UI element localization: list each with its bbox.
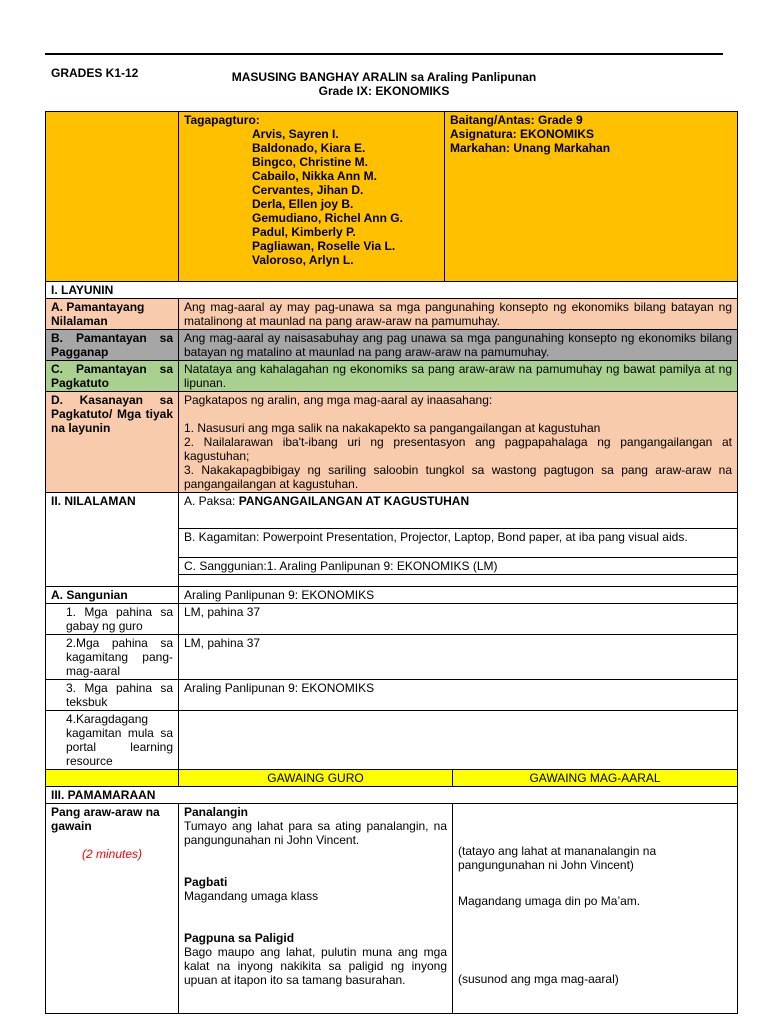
empty-cell — [179, 575, 738, 587]
pamantayan-pagganap-text: Ang mag-aaral ay naisasabuhay ang pag unawa sa mga pangunahing konsepto ng ekonomiks bilang batayan ng matalino at maunlad na pang araw-araw na pamumuhay. — [179, 330, 738, 361]
activity-duration: (2 minutes) — [81, 847, 143, 861]
teacher-name: Derla, Ellen joy B. — [252, 197, 354, 211]
grades-cell — [46, 66, 179, 282]
teachers-label: Tagapagturo: — [184, 113, 260, 127]
kagamitan-cell: B. Kagamitan: Powerpoint Presentation, Projector, Laptop, Bond paper, at iba pang visual aids. — [179, 529, 738, 558]
sangunian-row-value: LM, pahina 37 — [179, 635, 738, 680]
pagbati-title: Pagbati — [184, 875, 228, 889]
student-response: Magandang umaga din po Ma’am. — [458, 894, 641, 908]
student-response: (tatayo ang lahat at mananalangin na pangungunahan ni John Vincent) — [458, 844, 657, 872]
sangunian-row-value: Araling Panlipunan 9: EKONOMIKS — [179, 680, 738, 711]
document-title: MASUSING BANGHAY ARALIN sa Araling Panlipunan — [231, 70, 537, 84]
sangunian-row-label: 4.Karagdagang kagamitan mula sa portal learning resource — [46, 711, 179, 770]
objectives-intro: Pagkatapos ng aralin, ang mga mag-aaral ay inaasahang: — [184, 393, 493, 407]
pamantayang-nilalaman-label: A. Pamantayang Nilalaman — [46, 299, 179, 330]
panalangin-title: Panalangin — [184, 805, 249, 819]
teacher-name: Valoroso, Arlyn L. — [252, 253, 354, 267]
document-subtitle: Grade IX: EKONOMIKS — [318, 84, 450, 98]
column-header-mag-aaral: GAWAING MAG-AARAL — [453, 770, 738, 787]
sanggunian-cell: C. Sanggunian:1. Araling Panlipunan 9: EKONOMIKS (LM) — [179, 558, 738, 575]
teacher-name: Gemudiano, Richel Ann G. — [252, 211, 403, 225]
activity-label: Pang araw-araw na gawain — [51, 805, 160, 833]
teacher-activity-cell — [179, 804, 453, 1014]
pamamaraan-heading: III. PAMAMARAAN — [46, 787, 738, 804]
teacher-name: Cabailo, Nikka Ann M. — [252, 169, 377, 183]
nilalaman-heading: II. NILALAMAN — [46, 493, 179, 587]
sangunian-value: Araling Panlipunan 9: EKONOMIKS — [179, 587, 738, 604]
student-response: (susunod ang mga mag-aaral) — [458, 972, 619, 986]
paligid-title: Pagpuna sa Paligid — [184, 931, 295, 945]
pamantayan-pagkatuto-text: Natataya ang kahalagahan ng ekonomiks sa pang araw-araw na pamumuhay ng bawat pamilya at ng lipunan. — [179, 361, 738, 392]
kasanayan-text — [179, 392, 738, 493]
kasanayan-label: D. Kasanayan sa Pagkatuto/ Mga tiyak na layunin — [46, 392, 179, 493]
sangunian-heading: A. Sangunian — [46, 587, 179, 604]
objective-item: 1. Nasusuri ang mga salik na nakakapekto sa pangangailangan at kagustuhan — [184, 421, 601, 435]
pamantayan-pagganap-label: B. Pamantayan sa Pagganap — [46, 330, 179, 361]
panalangin-text: Tumayo ang lahat para sa ating panalangin, na pangungunahan ni John Vincent. — [184, 819, 447, 847]
sangunian-row-label: 1. Mga pahina sa gabay ng guro — [46, 604, 179, 635]
teacher-name: Baldonado, Kiara E. — [252, 141, 366, 155]
column-header-guro: GAWAING GURO — [179, 770, 453, 787]
top-rule — [45, 53, 723, 55]
quarter: Markahan: Unang Markahan — [450, 141, 611, 155]
teacher-name: Pagliawan, Roselle Via L. — [252, 239, 396, 253]
sangunian-row-label: 3. Mga pahina sa teksbuk — [46, 680, 179, 711]
column-header-empty — [46, 770, 179, 787]
student-activity-cell — [453, 804, 738, 1014]
subject: Asignatura: EKONOMIKS — [450, 127, 595, 141]
objective-item: 2. Nailalarawan iba't-ibang uri ng presentasyon ang pagpapahalaga ng pangangailangan at kagustuhan; — [184, 435, 733, 463]
teacher-name: Bingco, Christine M. — [252, 155, 369, 169]
objective-item: 3. Nakakapagbibigay ng sariling saloobin tungkol sa wastong pagtugon sa pang araw-araw na pangangailangan at kagustuhan. — [184, 463, 733, 491]
paligid-text: Bago maupo ang lahat, pulutin muna ang mga kalat na inyong nakikita sa paligid ng inyong upuan at itapon ito sa tamang basurahan. — [184, 945, 447, 987]
sangunian-row-value: LM, pahina 37 — [179, 604, 738, 635]
pagbati-text: Magandang umaga klass — [184, 889, 319, 903]
course-info-cell — [445, 112, 738, 282]
activity-cell — [46, 804, 179, 1014]
pamantayan-pagkatuto-label: C. Pamantayan sa Pagkatuto — [46, 361, 179, 392]
teachers-cell — [179, 112, 445, 282]
teacher-name: Cervantes, Jihan D. — [252, 183, 364, 197]
layunin-heading: I. LAYUNIN — [46, 282, 738, 299]
grades-label: GRADES K1-12 — [51, 66, 139, 80]
teacher-name: Arvis, Sayren I. — [252, 127, 339, 141]
grade-level: Baitang/Antas: Grade 9 — [450, 113, 583, 127]
paksa-label: A. Paksa: — [184, 494, 239, 508]
paksa-value: PANGANGAILANGAN AT KAGUSTUHAN — [238, 494, 470, 508]
pamantayang-nilalaman-text: Ang mag-aaral ay may pag-unawa sa mga pangunahing konsepto ng ekonomiks bilang batayan ng matalinong at maunlad na pang araw-araw na pamumuhay. — [179, 299, 738, 330]
teacher-name: Padul, Kimberly P. — [252, 225, 356, 239]
paksa-cell — [179, 493, 738, 529]
sangunian-row-label: 2.Mga pahina sa kagamitang pang-mag-aaral — [46, 635, 179, 680]
sangunian-row-value — [179, 711, 738, 770]
